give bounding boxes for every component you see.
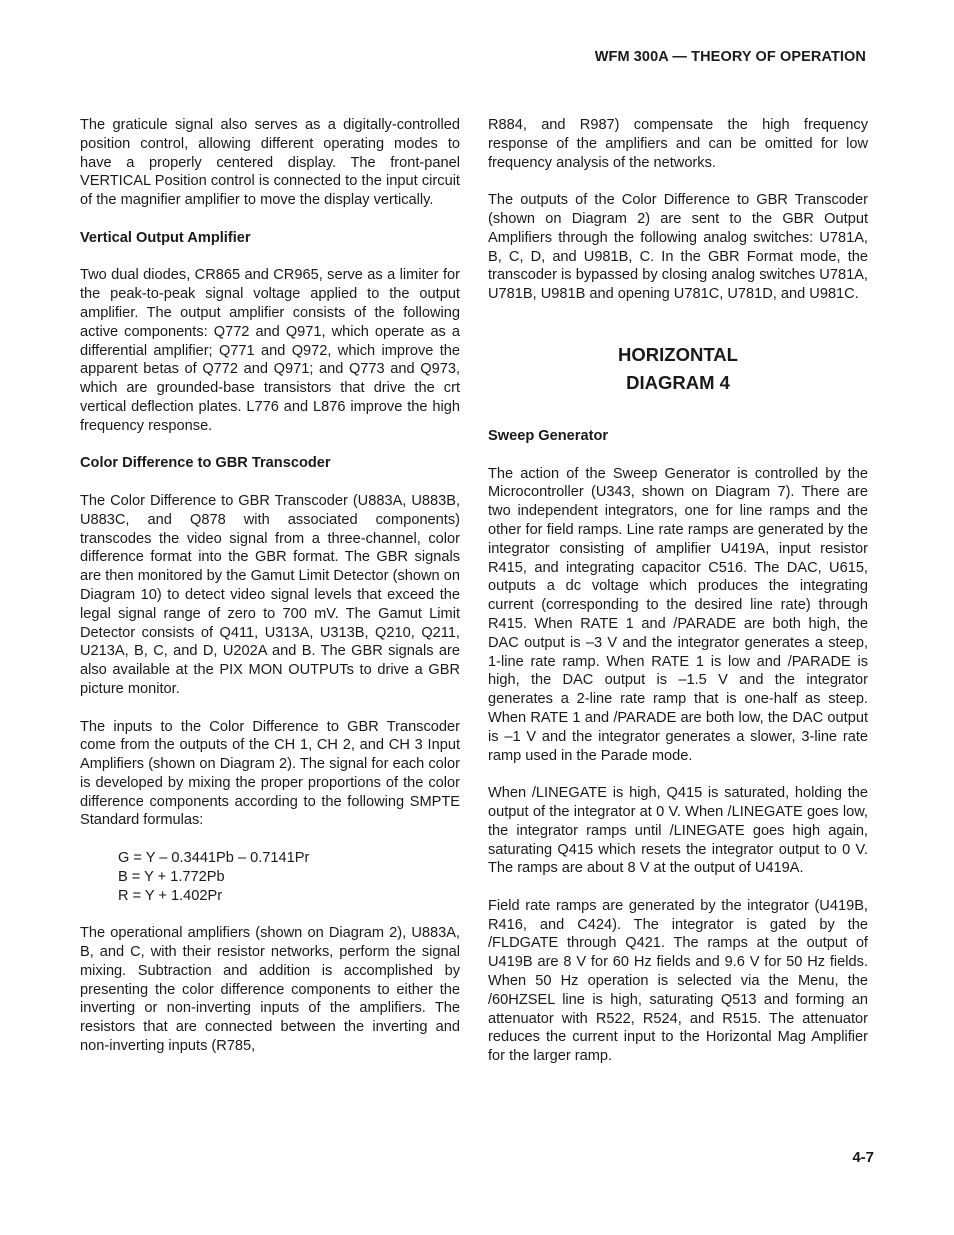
left-column [80, 116, 460, 1075]
paragraph: When /LINEGATE is high, Q415 is saturated, holding the output of the integrator at 0 V. When /LINEGATE goes low, the integrator ramps until /LINEGATE goes high again, saturating Q415 which resets the integrator output to 0 V. The ramps are about 8 V at the output of U419A. [488, 785, 868, 877]
right-column [488, 116, 868, 1085]
section-title [488, 341, 868, 397]
heading-vertical-output-amplifier: Vertical Output Amplifier [80, 229, 251, 246]
formula-g: G = Y – 0.3441Pb – 0.7141Pr [118, 850, 310, 867]
section-title-line2: DIAGRAM 4 [626, 371, 730, 393]
heading-color-difference-transcoder: Color Difference to GBR Transcoder [80, 455, 331, 472]
formula-r: R = Y + 1.402Pr [118, 887, 223, 904]
page-number: 4-7 [852, 1149, 874, 1166]
page-header: WFM 300A — THEORY OF OPERATION [594, 49, 866, 65]
paragraph: The graticule signal also serves as a digitally-controlled position control, allowing different operating modes to have a properly centered display. The front-panel VERTICAL Position control is connected to the input circuit of the magnifier amplifier to move the display vertically. [80, 117, 460, 209]
paragraph: The outputs of the Color Difference to GBR Transcoder (shown on Diagram 2) are sent to the GBR Output Amplifiers through the following analog switches: U781A, B, C, D, and U981B, C. In the GBR Format mode, the transcoder is bypassed by closing analog switches U781A, U781B, U981B and opening U781C, U781D, and U981C. [488, 192, 868, 303]
paragraph: The action of the Sweep Generator is controlled by the Microcontroller (U343, shown on Diagram 7). There are two independent integrators, one for line ramps and the other for field ramps. Line rate ramps are generated by the integrator consisting of amplifier U419A, input resistor R415, and integrating capacitor C516. The DAC, U615, outputs a dc voltage which produces the integrating current (corresponding to the desired line rate) through R415. When RATE 1 and /PARADE are both high, the DAC output is –3 V and the integrator generates a steep, 1-line rate ramp. When RATE 1 is low and /PARADE is high, the DAC output is –1.5 V and the integrator generates a 2-line rate ramp that is one-half as steep. When RATE 1 and /PARADE are both low, the DAC output is –1 V and the integrator generates a slower, 3-line rate ramp used in the Parade mode. [488, 465, 868, 764]
paragraph: The operational amplifiers (shown on Diagram 2), U883A, B, and C, with their resistor networks, perform the signal mixing. Subtraction and addition is accomplished by presenting the color difference components to either the inverting or non-inverting inputs of the amplifiers. The resistors that are connected between the inverting and non-inverting inputs (R785, [80, 925, 460, 1055]
paragraph: The Color Difference to GBR Transcoder (U883A, U883B, U883C, and Q878 with associated components) transcodes the video signal from a three-channel, color difference format into the GBR format. The GBR signals are then monitored by the Gamut Limit Detector (shown on Diagram 10) to detect video signal levels that exceed the legal signal range of zero to 700 mV. The Gamut Limit Detector consists of Q411, U313A, U313B, Q210, Q211, U213A, B, C, and D, U202A and B. The GBR signals are also available at the PIX MON OUTPUTs to drive a GBR picture monitor. [80, 492, 460, 697]
smpte-formulas [118, 849, 460, 905]
paragraph: R884, and R987) compensate the high frequency response of the amplifiers and can be omitted for low frequency analysis of the networks. [488, 117, 868, 171]
heading-sweep-generator: Sweep Generator [488, 427, 609, 444]
formula-b: B = Y + 1.772Pb [118, 868, 225, 885]
paragraph: Field rate ramps are generated by the integrator (U419B, R416, and C424). The integrator is gated by the /FLDGATE through Q421. The ramps at the output of U419B are 8 V for 60 Hz fields and 9.6 V for 50 Hz fields. When 50 Hz operation is selected via the Menu, the /60HZSEL line is high, saturating Q513 and forming an attenuator with R522, R524, and R515. The attenuator reduces the current input to the Horizontal Mag Amplifier for the larger ramp. [488, 897, 868, 1065]
paragraph: Two dual diodes, CR865 and CR965, serve as a limiter for the peak-to-peak signal voltage applied to the output amplifier. The output amplifier consists of the following active components: Q772 and Q971, which operate as a differential amplifier; Q771 and Q972, which improve the apparent betas of Q772 and Q971; and Q773 and Q973, which are grounded-base transistors that drive the crt vertical deflection plates. L776 and L876 improve the high frequency response. [80, 267, 460, 434]
section-title-line1: HORIZONTAL [618, 343, 738, 365]
paragraph: The inputs to the Color Difference to GBR Transcoder come from the outputs of the CH 1, CH 2, and CH 3 Input Amplifiers (shown on Diagram 2). The signal for each color is developed by mixing the proper proportions of the color difference components according to the following SMPTE Standard formulas: [80, 718, 460, 829]
